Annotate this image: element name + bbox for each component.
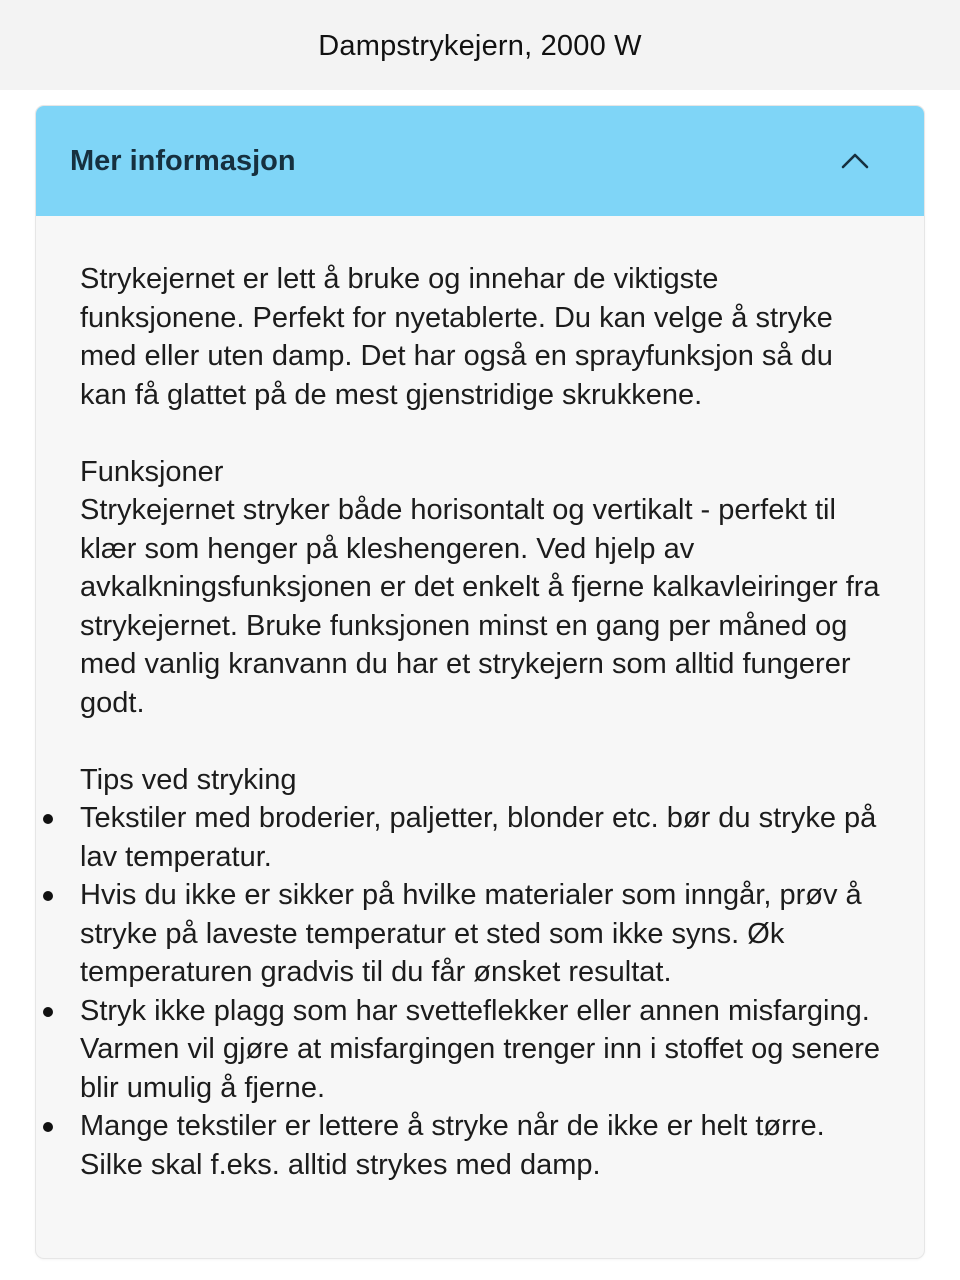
tip-text: Mange tekstiler er lettere å stryke når de ikke er helt tørre. Silke skal f.eks. alltid strykes med damp. [80,1110,825,1181]
tip-text: Hvis du ikke er sikker på hvilke materialer som inngår, prøv å stryke på laveste temperatur et sted som ikke syns. Øk temperaturen gradvis til du får ønsket resultat. [80,879,862,988]
tips-list [80,799,884,1184]
spacer [80,414,884,453]
bullet-icon [43,891,53,901]
spacer [80,722,884,761]
intro-paragraph: Strykejernet er lett å bruke og innehar de viktigste funksjonene. Perfekt for nyetablerte. Du kan velge å stryke med eller uten damp. Det har også en sprayfunksjon så du kan få glattet på de mest gjenstridige skrukkene. [80,263,833,411]
functions-paragraph: Strykejernet stryker både horisontalt og vertikalt - perfekt til klær som henger på kleshengeren. Ved hjelp av avkalkningsfunksjonen er det enkelt å fjerne kalkavleiringer fra strykejernet. Bruke funksjonen minst en gang per måned og med vanlig kranvann du har et strykejern som alltid fungerer godt. [80,494,880,719]
bullet-icon [43,1007,53,1017]
bullet-icon [43,1122,53,1132]
tip-item [80,876,884,992]
accordion-title: Mer informasjon [70,144,296,177]
tips-heading: Tips ved stryking [80,763,297,796]
more-info-accordion [36,106,924,1258]
accordion-header[interactable] [36,106,924,216]
page-title: Dampstrykejern, 2000 W [318,29,642,62]
tip-text: Tekstiler med broderier, paljetter, blonder etc. bør du stryke på lav temperatur. [80,802,877,873]
tip-item [80,799,884,876]
top-bar [0,0,960,90]
chevron-up-icon[interactable] [840,151,870,171]
bullet-icon [43,814,53,824]
tip-item [80,992,884,1108]
tip-item [80,1107,884,1184]
accordion-content [36,216,924,1184]
tip-text: Stryk ikke plagg som har svetteflekker eller annen misfarging. Varmen vil gjøre at misfargingen trenger inn i stoffet og senere blir umulig å fjerne. [80,994,881,1104]
functions-heading: Funksjoner [80,455,224,488]
